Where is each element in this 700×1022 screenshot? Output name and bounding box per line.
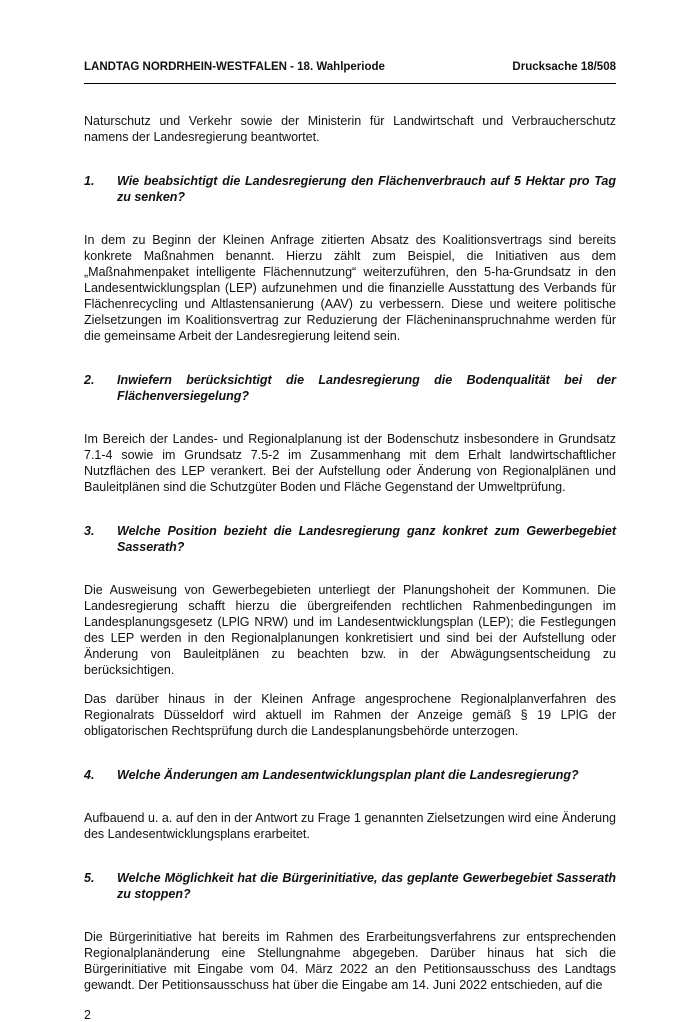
question-number: 4.	[84, 768, 95, 782]
question-text: Inwiefern berücksichtigt die Landesregierung die Bodenqualität bei der Flächenversiegelung?	[117, 373, 616, 403]
question	[84, 523, 616, 555]
question-text: Welche Position bezieht die Landesregierung ganz konkret zum Gewerbegebiet Sasserath?	[117, 524, 616, 554]
intro-paragraph: Naturschutz und Verkehr sowie der Ministerin für Landwirtschaft und Verbraucherschutz namens der Landesregierung beantwortet.	[84, 114, 616, 144]
question-text: Welche Möglichkeit hat die Bürgerinitiative, das geplante Gewerbegebiet Sasserath zu stoppen?	[117, 871, 616, 901]
question	[84, 372, 616, 404]
answer-paragraph: In dem zu Beginn der Kleinen Anfrage zitierten Absatz des Koalitionsvertrags sind bereits konkrete Maßnahmen benannt. Hierzu zählt zum Beispiel, die Initiativen aus dem „Maßnahmenpaket intelligente Flächennutzung“ weiterzuführen, den 5-ha-Grundsatz in den Landesentwicklungsplan (LEP) aufzunehmen und die finanzielle Ausstattung des Verbands für Flächenrecycling und Altlastensanierung (AAV) zu verbessern. Diese und weitere politische Zielsetzungen im Koalitionsvertrag zur Reduzierung der Flächeninanspruchnahme werden für die gemeinsame Arbeit der Landesregierung leitend sein.	[84, 233, 616, 343]
question-number: 5.	[84, 871, 95, 885]
answer-paragraph: Im Bereich der Landes- und Regionalplanung ist der Bodenschutz insbesondere in Grundsatz 7.1-4 sowie im Grundsatz 7.5-2 im Zusammenhang mit dem Erhalt landwirtschaftlicher Nutzflächen des LEP verankert. Bei der Aufstellung oder Änderung von Regionalplänen und Bauleitplänen sind die Schutzgüter Boden und Fläche Gegenstand der Umweltprüfung.	[84, 432, 616, 494]
answer-paragraph: Aufbauend u. a. auf den in der Antwort zu Frage 1 genannten Zielsetzungen wird eine Änderung des Landesentwicklungsplans erarbeitet.	[84, 811, 616, 841]
question-number: 2.	[84, 373, 95, 387]
question	[84, 870, 616, 902]
question-number: 3.	[84, 524, 95, 538]
document-body	[84, 113, 616, 993]
question	[84, 767, 616, 783]
question-text: Wie beabsichtigt die Landesregierung den Flächenverbrauch auf 5 Hektar pro Tag zu senken?	[117, 174, 616, 204]
question-sections	[84, 173, 616, 993]
header-rule	[84, 83, 616, 84]
answer-paragraph: Die Ausweisung von Gewerbegebieten unterliegt der Planungshoheit der Kommunen. Die Landesregierung schafft hierzu die übergreifenden rechtlichen Rahmenbedingungen im Landesplanungsgesetz (LPlG NRW) und im Landesentwicklungsplan (LEP); die Festlegungen des LEP werden in den Regionalplanungen konkretisiert und sind bei der Aufstellung oder Änderung von Bauleitplänen zu beachten bzw. in der Abwägungsentscheidung zu berücksichtigen.	[84, 583, 616, 677]
answer-paragraph: Das darüber hinaus in der Kleinen Anfrage angesprochene Regionalplanverfahren des Regionalrats Düsseldorf wird aktuell im Rahmen der Anzeige gemäß § 19 LPlG der obligatorischen Rechtsprüfung durch die Landesplanungsbehörde unterzogen.	[84, 692, 616, 738]
header-title: LANDTAG NORDRHEIN-WESTFALEN - 18. Wahlperiode	[84, 61, 385, 73]
question	[84, 173, 616, 205]
question-number: 1.	[84, 174, 95, 188]
question-text: Welche Änderungen am Landesentwicklungsplan plant die Landesregierung?	[117, 768, 579, 782]
answer-paragraph: Die Bürgerinitiative hat bereits im Rahmen des Erarbeitungsverfahrens zur entsprechenden Regionalplanänderung eine Stellungnahme abgegeben. Darüber hinaus hat sich die Bürgerinitiative mit Eingabe vom 04. März 2022 an den Petitionsausschuss des Landtags gewandt. Der Petitionsausschuss hat über die Eingabe am 14. Juni 2022 entschieden, auf die	[84, 930, 616, 992]
header-drucksache-number: Drucksache 18/508	[512, 61, 616, 73]
page-header	[84, 60, 616, 74]
page-number: 2	[84, 1008, 91, 1022]
